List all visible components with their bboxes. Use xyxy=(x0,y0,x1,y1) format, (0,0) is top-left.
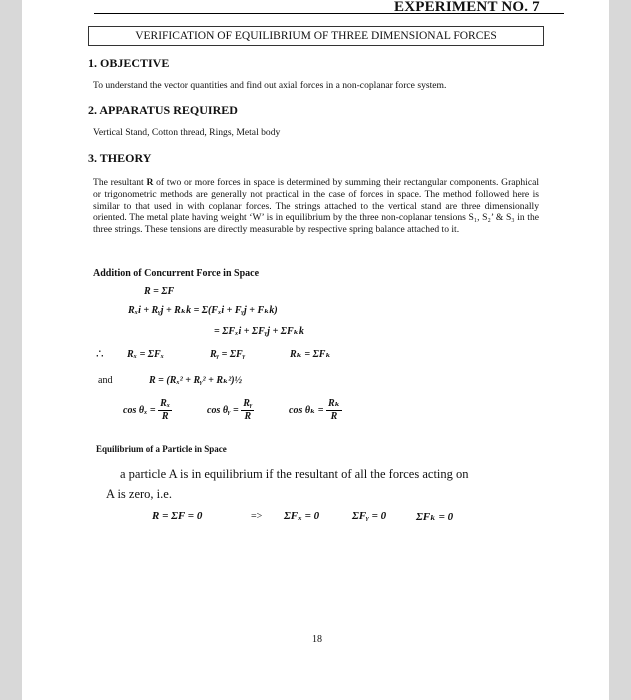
direction-cosine-y: cos θᵧ = $\frac{\text{Rᵧ}}{R}$ xyxy=(207,398,253,422)
eq-component-sum: Rₓi + Rᵧj + Rₖk = Σ(Fₓi + Fᵧj + Fₖk) xyxy=(128,305,278,316)
apparatus-heading: 2. APPARATUS REQUIRED xyxy=(88,103,238,117)
direction-cosine-x: cos θₓ = $\frac{\text{Rₓ}}{R}$ xyxy=(123,398,171,422)
eq-rz: Rₖ = ΣFₖ xyxy=(290,349,331,360)
apparatus-text: Vertical Stand, Cotton thread, Rings, Metal body xyxy=(93,127,281,138)
eq-sum-fx: ΣFₓ = 0 xyxy=(284,510,320,522)
equilibrium-heading: Equilibrium of a Particle in Space xyxy=(96,444,227,454)
eq-component-expanded: = ΣFₓi + ΣFᵧj + ΣFₖk xyxy=(214,326,304,337)
eq-rx: Rₓ = ΣFₓ xyxy=(127,349,165,360)
therefore-symbol: ∴ xyxy=(96,347,104,361)
and-label: and xyxy=(98,375,113,386)
theory-heading: 3. THEORY xyxy=(88,151,152,165)
direction-cosine-z: cos θₖ = $\frac{\text{Rₖ}}{R}$ xyxy=(289,398,340,422)
experiment-title: EXPERIMENT NO. 7 xyxy=(394,0,540,15)
header-rule xyxy=(94,13,564,14)
eq-resultant-sum: R = ΣF xyxy=(144,286,175,297)
eq-equilibrium-resultant: R = ΣF = 0 xyxy=(152,510,203,522)
eq-resultant-magnitude: R = (Rₓ² + Rᵧ² + Rₖ²)½ xyxy=(149,375,243,386)
equilibrium-line-2: A is zero, i.e. xyxy=(106,487,172,501)
objective-heading: 1. OBJECTIVE xyxy=(88,56,170,70)
document-page xyxy=(22,0,609,700)
theory-paragraph: The resultant R of two or more forces in space is determined by summing their rectangular components. Graphical or trigonometric methods are generally not practical in the case of forces in space. The method followed here is similar to that used in with coplanar forces. The strings attached to the vertical stand are three dimensionally oriented. The metal plate having weight ‘W’ is in equilibrium by the three non-coplanar tensions S₁, S₂’ & S₃ in the three strings. These tensions are directly measurable by respective spring balance attached to it. xyxy=(93,177,540,236)
eq-sum-fz: ΣFₖ = 0 xyxy=(416,511,454,523)
objective-text: To understand the vector quantities and find out axial forces in a non-coplanar force system. xyxy=(93,80,447,91)
eq-ry: Rᵧ = ΣFᵧ xyxy=(210,349,246,360)
equilibrium-line-1: a particle A is in equilibrium if the resultant of all the forces acting on xyxy=(120,467,469,481)
implies-arrow: => xyxy=(251,511,263,522)
page-number: 18 xyxy=(312,634,322,645)
addition-heading: Addition of Concurrent Force in Space xyxy=(93,268,260,279)
eq-sum-fy: ΣFᵧ = 0 xyxy=(352,510,387,522)
boxed-title: VERIFICATION OF EQUILIBRIUM OF THREE DIMENSIONAL FORCES xyxy=(88,26,544,46)
